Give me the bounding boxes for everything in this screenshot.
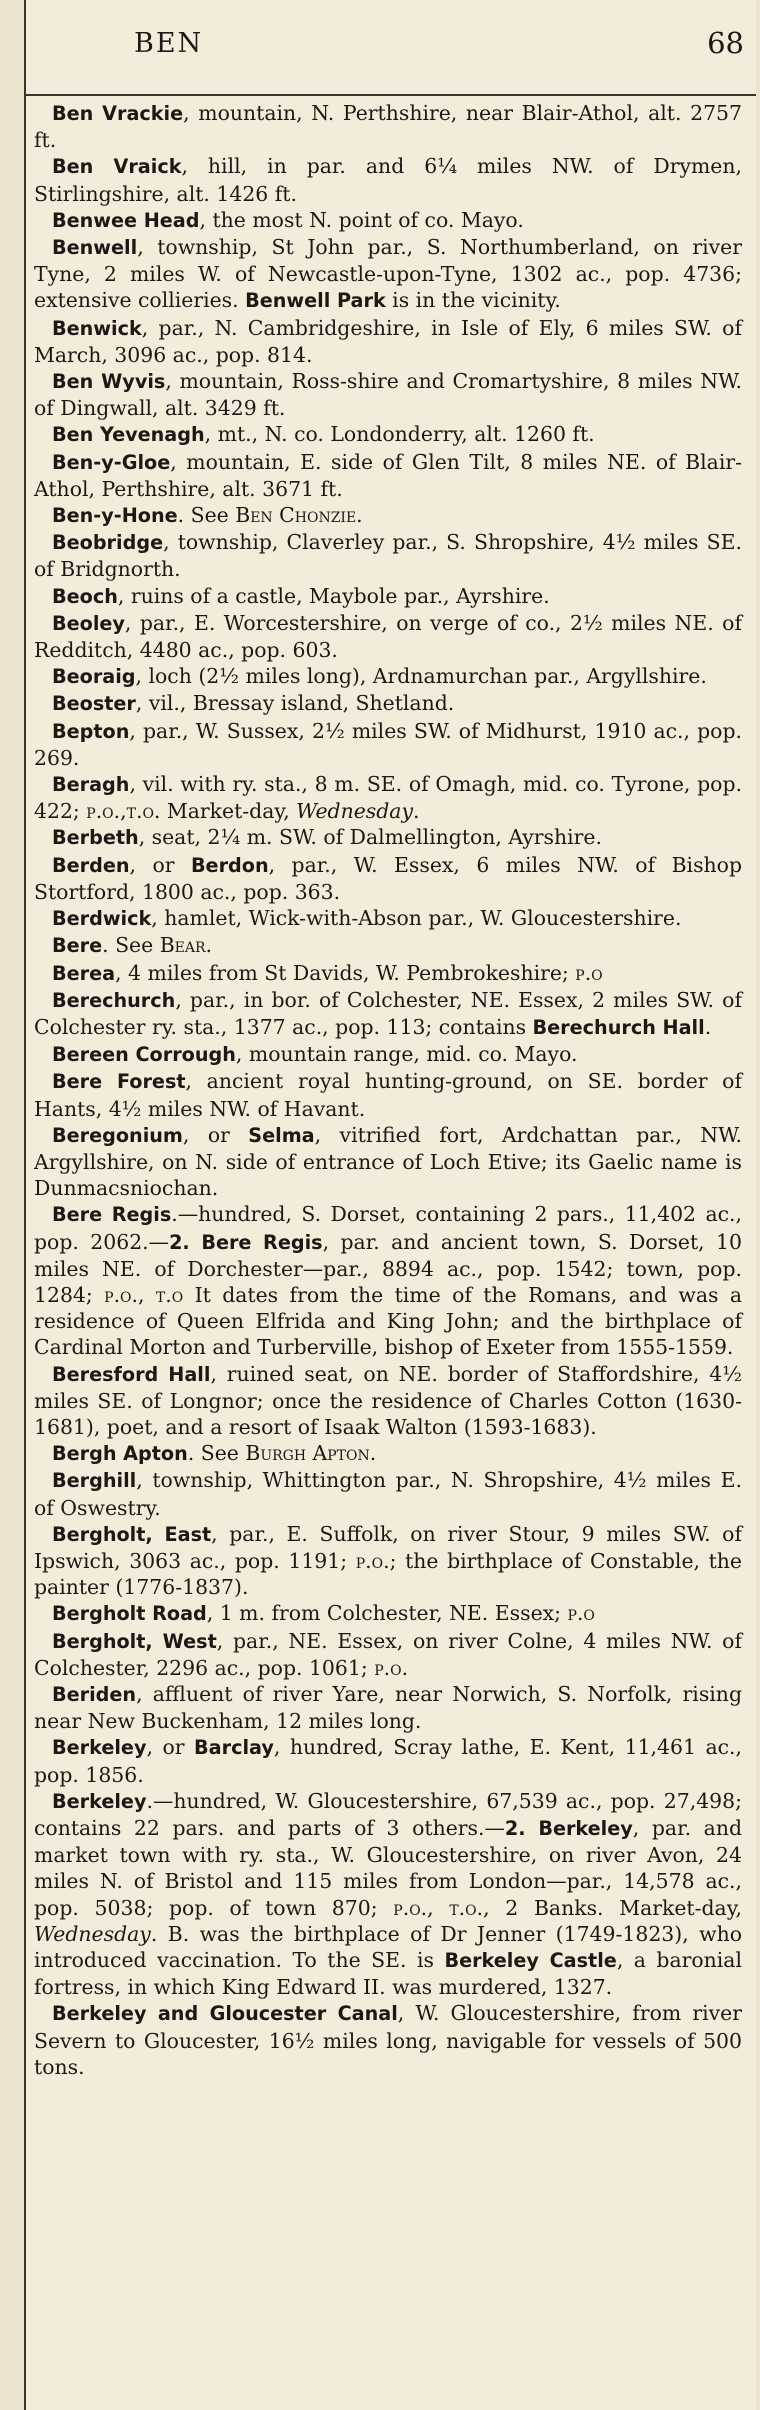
entry-berghill: Berghill, township, Whittington par., N. Shropshire, 4½ miles E. of Oswestry. xyxy=(34,1468,742,1520)
entry-headword: Berkeley xyxy=(52,1789,147,1813)
postal-abbrev: p.o., t.o. xyxy=(393,1895,484,1920)
entry-subheadword: Berdon xyxy=(190,853,269,877)
entry-benwell: Benwell, township, St John par., S. Northumberland, on river Tyne, 2 miles W. of Newcastle-upon-Tyne, 1302 ac., pop. 4736; extensive collieries. Benwell Park is in the vicinity. xyxy=(34,235,742,313)
entry-berkeley-kent: Berkeley, or Barclay, hundred, Scray lathe, E. Kent, 11,461 ac., pop. 1856. xyxy=(34,1735,743,1787)
postal-abbrev: p.o.,t.o. xyxy=(86,799,161,824)
market-day: Wednesday xyxy=(34,1921,151,1946)
entry-bergholt-road: Bergholt Road, 1 m. from Colchester, NE. Essex; p.o xyxy=(52,1601,595,1626)
postal-abbrev: p.o., t.o xyxy=(104,1282,184,1307)
entry-beoraig: Beoraig, loch (2½ miles long), Ardnamurchan par., Argyllshire. xyxy=(52,664,707,689)
entry-beoley: Beoley, par., E. Worcestershire, on verge of co., 2½ miles NE. of Redditch, 4480 ac., pop. 603. xyxy=(34,610,742,663)
entry-beoster: Beoster, vil., Bressay island, Shetland. xyxy=(52,691,455,716)
entry-ben-wyvis: Ben Wyvis, mountain, Ross-shire and Cromartyshire, 8 miles NW. of Dingwall, alt. 3429 ft. xyxy=(34,369,743,421)
entry-headword: Beoster xyxy=(52,692,136,716)
entry-subheadword: 2. Berkeley xyxy=(504,1817,633,1840)
entry-bere: Bere. See Bear. xyxy=(52,933,213,958)
entry-headword: Ben-y-Gloe xyxy=(52,450,171,474)
entry-ben-y-hone: Ben-y-Hone. See Ben Chonzie. xyxy=(52,503,363,528)
entry-bere-regis: Bere Regis.—hundred, S. Dorset, containing 2 pars., 11,402 ac., pop. 2062.—2. Bere Regis, par. and ancient town, S. Dorset, 10 miles NE. of Dorchester—par., 8894 ac., pop. 1542; town, pop. 1284; p.o., t.o It dates from the time of the Romans, and was a residence of Queen Elfrida and King John; and the birthplace of Cardinal Morton and Turberville, bishop of Exeter from 1555-1559. xyxy=(34,1202,743,1360)
entry-headword: Berkeley and Gloucester Canal xyxy=(52,2002,398,2026)
entry-headword: Beresford Hall xyxy=(52,1362,211,1386)
entry-headword: Bere xyxy=(52,934,103,958)
entry-ben-vrackie: Ben Vrackie, mountain, N. Perthshire, near Blair-Athol, alt. 2757 ft. xyxy=(34,101,742,153)
entry-headword: Berkeley xyxy=(52,1736,147,1760)
entry-headword: Ben-y-Hone xyxy=(52,504,178,528)
entry-headword: Beoraig xyxy=(52,665,136,689)
entry-headword: Beragh xyxy=(52,773,130,797)
entry-headword: Berbeth xyxy=(52,826,139,850)
gazetteer-page xyxy=(24,0,756,2410)
entry-subheadword: 2. Bere Regis xyxy=(169,1230,323,1254)
entry-headword: Berea xyxy=(52,961,116,985)
entry-headword: Berechurch xyxy=(52,988,176,1012)
entry-headword: Ben Yevenagh xyxy=(52,423,205,447)
entry-subheadword: Barclay xyxy=(194,1736,274,1760)
postal-abbrev: p.o. xyxy=(355,1548,390,1573)
entry-beobridge: Beobridge, township, Claverley par., S. Shropshire, 4½ miles SE. of Bridgnorth. xyxy=(34,530,742,582)
entry-beragh: Beragh, vil. with ry. sta., 8 m. SE. of Omagh, mid. co. Tyrone, pop. 422; p.o.,t.o. Market-day, Wednesday. xyxy=(34,772,742,824)
entry-headword: Benwell xyxy=(52,236,138,260)
entry-berkeley-gloucestershire: Berkeley.—hundred, W. Gloucestershire, 67,539 ac., pop. 27,498; contains 22 pars. and parts of 3 others.—2. Berkeley, par. and market town with ry. sta., W. Gloucestershire, on river Avon, 24 miles N. of Bristol and 115 miles from London—par., 14,578 ac., pop. 5038; pop. of town 870; p.o., t.o., 2 Banks. Market-day, Wednesday. B. was the birthplace of Dr Jenner (1749-1823), who introduced vaccination. To the SE. is Berkeley Castle, a baronial fortress, in which King Edward II. was murdered, 1327. xyxy=(34,1788,743,2000)
running-head: BEN xyxy=(134,28,204,59)
entry-headword: Ben Wyvis xyxy=(52,370,166,394)
market-day: Wednesday xyxy=(296,799,413,824)
entry-berechurch: Berechurch, par., in bor. of Colchester, NE. Essex, 2 miles SW. of Colchester ry. sta., 1377 ac., pop. 113; contains Berechurch Hall. xyxy=(34,987,742,1039)
entry-headword: Bergholt, West xyxy=(52,1629,217,1653)
entry-beresford-hall: Beresford Hall, ruined seat, on NE. border of Staffordshire, 4½ miles SE. of Longnor; once the residence of Charles Cotton (1630-1681), poet, and a resort of Isaak Walton (1593-1683). xyxy=(34,1361,742,1439)
entry-subheadword: Berkeley Castle xyxy=(444,1949,617,1973)
entry-benwick: Benwick, par., N. Cambridgeshire, in Isle of Ely, 6 miles SW. of March, 3096 ac., pop. 814. xyxy=(34,315,742,367)
entry-headword: Bereen Corrough xyxy=(52,1043,236,1067)
entry-headword: Berdwick xyxy=(52,907,152,931)
entry-headword: Ben Vrackie xyxy=(52,102,184,125)
postal-abbrev: p.o xyxy=(575,960,603,985)
entry-berdwick: Berdwick, hamlet, Wick-with-Abson par., W. Gloucestershire. xyxy=(52,906,682,931)
entry-headword: Berden xyxy=(52,853,130,877)
entry-headword: Bergholt, East xyxy=(52,1522,212,1546)
entry-headword: Beoch xyxy=(52,584,118,608)
entry-headword: Benwee Head xyxy=(52,208,200,232)
entry-ben-vraick: Ben Vraick, hill, in par. and 6¼ miles NW. of Drymen, Stirlingshire, alt. 1426 ft. xyxy=(34,154,742,206)
entry-berbeth: Berbeth, seat, 2¼ m. SW. of Dalmellington, Ayrshire. xyxy=(52,825,602,850)
entry-ben-y-gloe: Ben-y-Gloe, mountain, E. side of Glen Tilt, 8 miles NE. of Blair-Athol, Perthshire, alt. 3671 ft. xyxy=(34,449,742,501)
entry-benwee-head: Benwee Head, the most N. point of co. Mayo. xyxy=(52,207,524,232)
entry-list xyxy=(26,100,756,2410)
entry-headword: Beregonium xyxy=(52,1123,183,1147)
entry-headword: Beoley xyxy=(52,611,125,635)
entry-headword: Bere Regis xyxy=(52,1203,172,1227)
entry-beriden: Beriden, affluent of river Yare, near Norwich, S. Norfolk, rising near New Buckenham, 12 miles long. xyxy=(34,1681,742,1734)
entry-berden: Berden, or Berdon, par., W. Essex, 6 miles NW. of Bishop Stortford, 1800 ac., pop. 363. xyxy=(34,852,743,904)
entry-subheadword: Benwell Park xyxy=(245,289,386,313)
entry-bereen-corrough: Bereen Corrough, mountain range, mid. co. Mayo. xyxy=(52,1042,578,1067)
entry-ben-yevenagh: Ben Yevenagh, mt., N. co. Londonderry, alt. 1260 ft. xyxy=(52,422,595,447)
entry-beregonium: Beregonium, or Selma, vitrified fort, Ardchattan par., NW. Argyllshire, on N. side of entrance of Loch Etive; its Gaelic name is Dunmacsniochan. xyxy=(34,1122,743,1201)
cross-reference: Bear xyxy=(159,933,206,958)
entry-bergholt-east: Bergholt, East, par., E. Suffolk, on river Stour, 9 miles SW. of Ipswich, 3063 ac., pop. 1191; p.o.; the birthplace of Constable, the painter (1776-1837). xyxy=(34,1521,743,1600)
entry-headword: Berghill xyxy=(52,1469,137,1493)
entry-bergholt-west: Bergholt, West, par., NE. Essex, on river Colne, 4 miles NW. of Colchester, 2296 ac., pop. 1061; p.o. xyxy=(34,1628,743,1680)
entry-bepton: Bepton, par., W. Sussex, 2½ miles SW. of Midhurst, 1910 ac., pop. 269. xyxy=(34,718,742,770)
entry-bergh-apton: Bergh Apton. See Burgh Apton. xyxy=(52,1441,377,1466)
entry-headword: Bergholt Road xyxy=(52,1602,207,1626)
postal-abbrev: p.o. xyxy=(374,1655,409,1680)
entry-berea: Berea, 4 miles from St Davids, W. Pembrokeshire; p.o xyxy=(52,960,603,985)
page-number: 68 xyxy=(707,26,744,60)
entry-headword: Bergh Apton xyxy=(52,1442,188,1466)
cross-reference: Ben Chonzie xyxy=(235,503,357,528)
postal-abbrev: p.o xyxy=(567,1601,595,1626)
entry-subheadword: Berechurch Hall xyxy=(532,1015,705,1039)
entry-bere-forest: Bere Forest, ancient royal hunting-ground, on SE. border of Hants, 4½ miles NW. of Havant. xyxy=(34,1069,742,1121)
entry-subheadword: Selma xyxy=(248,1123,315,1147)
entry-beoch: Beoch, ruins of a castle, Maybole par., Ayrshire. xyxy=(52,583,550,608)
page-header xyxy=(26,0,756,96)
entry-headword: Bere Forest xyxy=(52,1070,186,1094)
entry-headword: Beobridge xyxy=(52,531,164,555)
entry-headword: Beriden xyxy=(52,1682,137,1706)
entry-headword: Benwick xyxy=(52,316,142,340)
entry-berkeley-gloucester-canal: Berkeley and Gloucester Canal, W. Gloucestershire, from river Severn to Gloucester, 16½ miles long, navigable for vessels of 500 tons. xyxy=(34,2001,742,2079)
entry-headword: Ben Vraick xyxy=(52,155,182,179)
cross-reference: Burgh Apton xyxy=(245,1441,370,1466)
entry-headword: Bepton xyxy=(52,719,130,743)
